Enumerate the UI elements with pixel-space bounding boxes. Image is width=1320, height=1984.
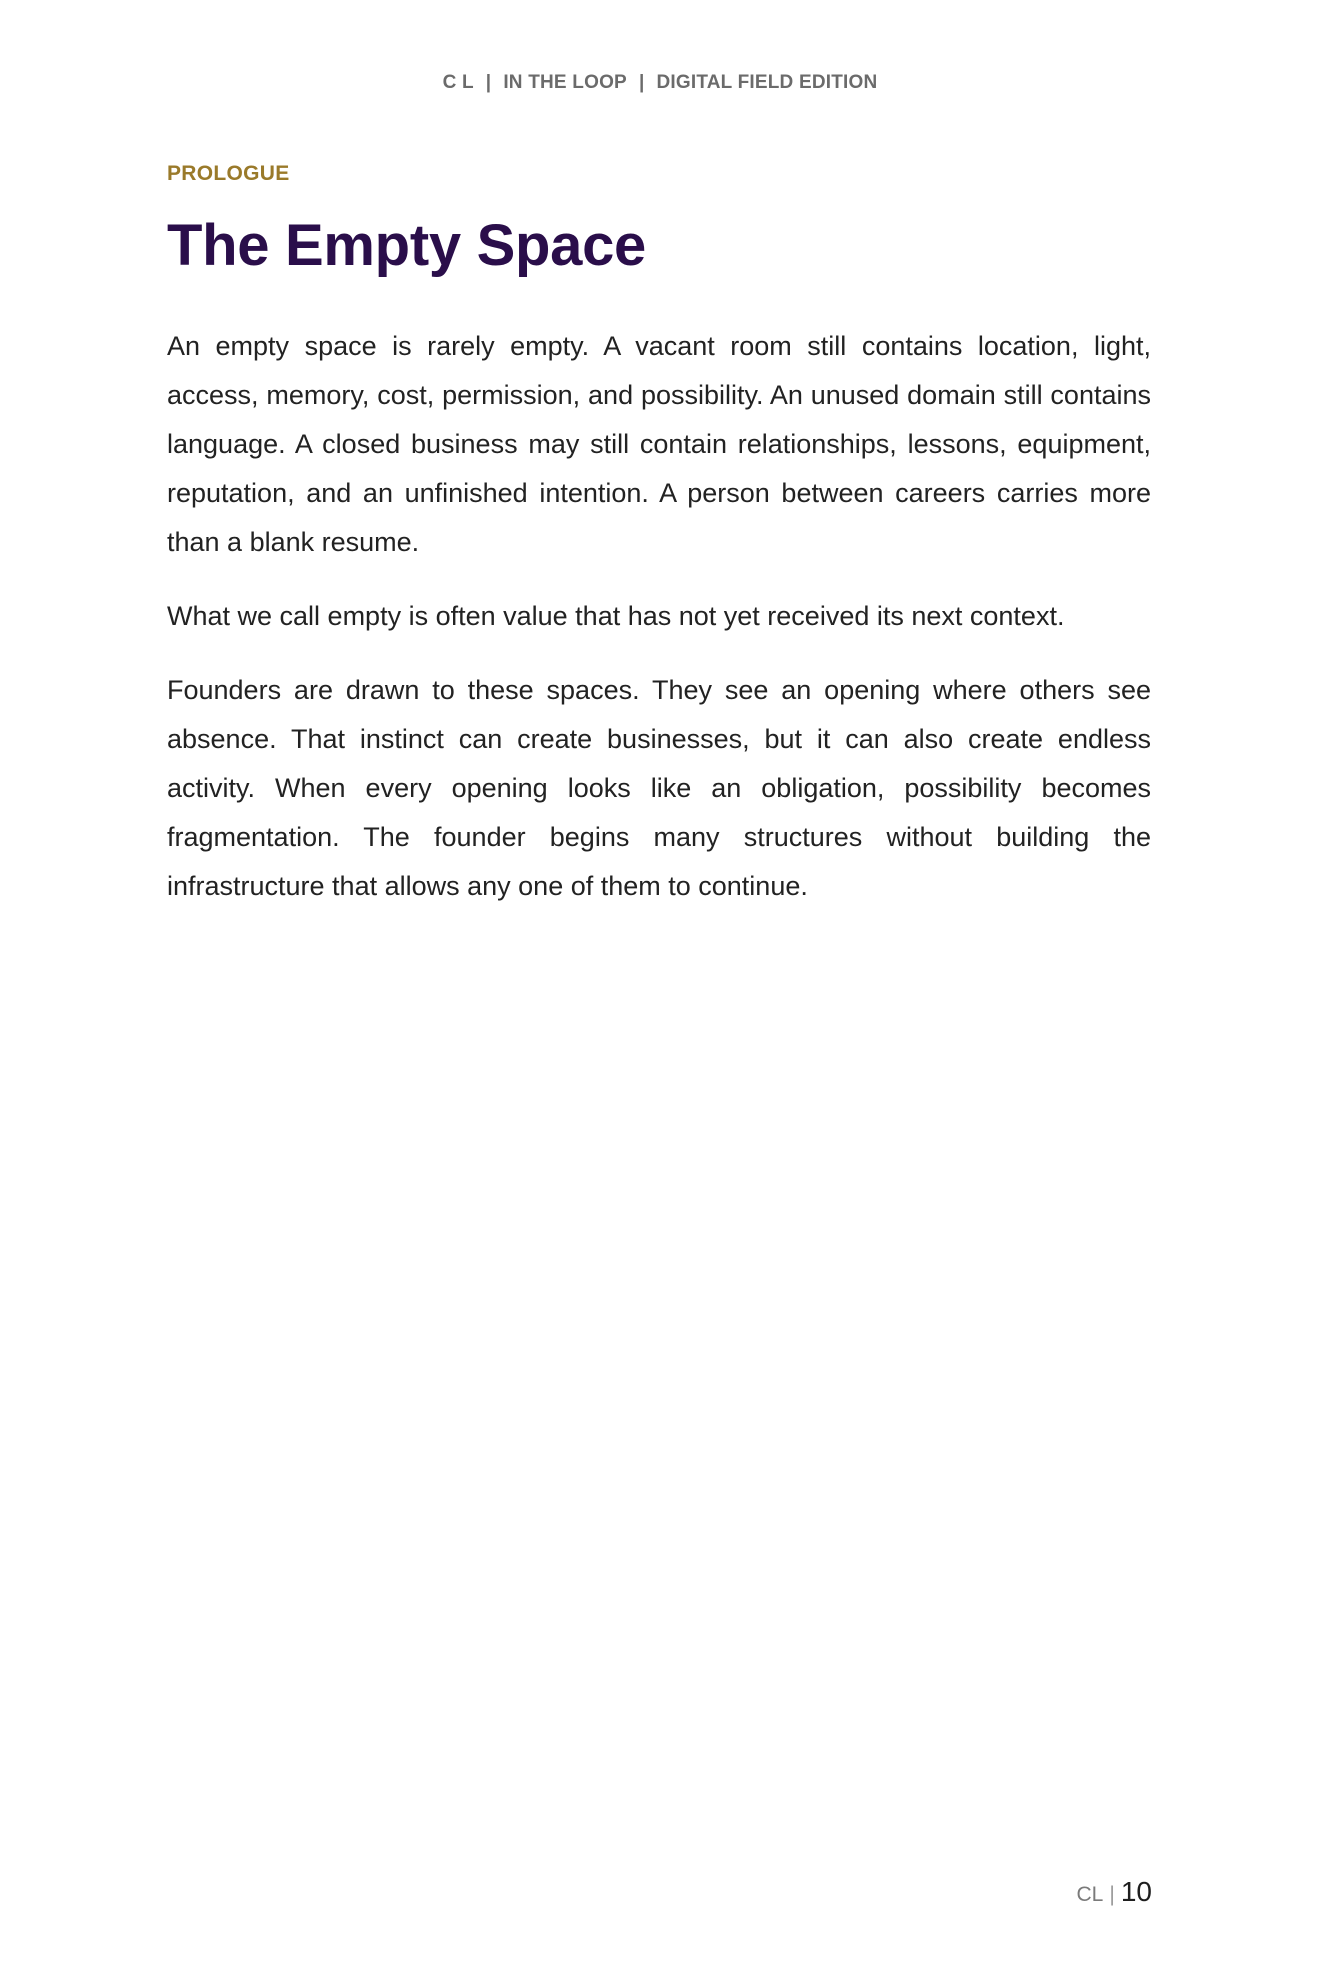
page-footer [1077, 1876, 1152, 1908]
body-paragraph: Founders are drawn to these spaces. They see an opening where others see absence. That instinct can create businesses, but it can also create endless activity. When every opening looks like an obligation, possibility becomes fragmentation. The founder begins many structures without building the infrastructure that allows any one of them to continue. [167, 675, 1151, 901]
body-paragraph: An empty space is rarely empty. A vacant room still contains location, light, access, memory, cost, permission, and possibility. An unused domain still contains language. A closed business may still contain relationships, lessons, equipment, reputation, and an unfinished intention. A person between careers carries more than a blank resume. [167, 331, 1151, 557]
header-separator: | [485, 72, 492, 93]
page-number: 10 [1120, 1876, 1152, 1907]
section-label: PROLOGUE [167, 162, 290, 185]
header-edition: DIGITAL FIELD EDITION [656, 72, 878, 93]
running-header [0, 72, 1320, 94]
header-series: IN THE LOOP [503, 72, 627, 93]
main-content [167, 158, 1151, 936]
header-separator: | [638, 72, 645, 93]
footer-separator: | [1109, 1883, 1115, 1906]
body-paragraph: What we call empty is often value that has not yet received its next context. [167, 601, 1065, 631]
footer-brand: CL [1076, 1883, 1104, 1906]
header-brand: C L [442, 72, 474, 93]
chapter-title: The Empty Space [167, 213, 646, 278]
